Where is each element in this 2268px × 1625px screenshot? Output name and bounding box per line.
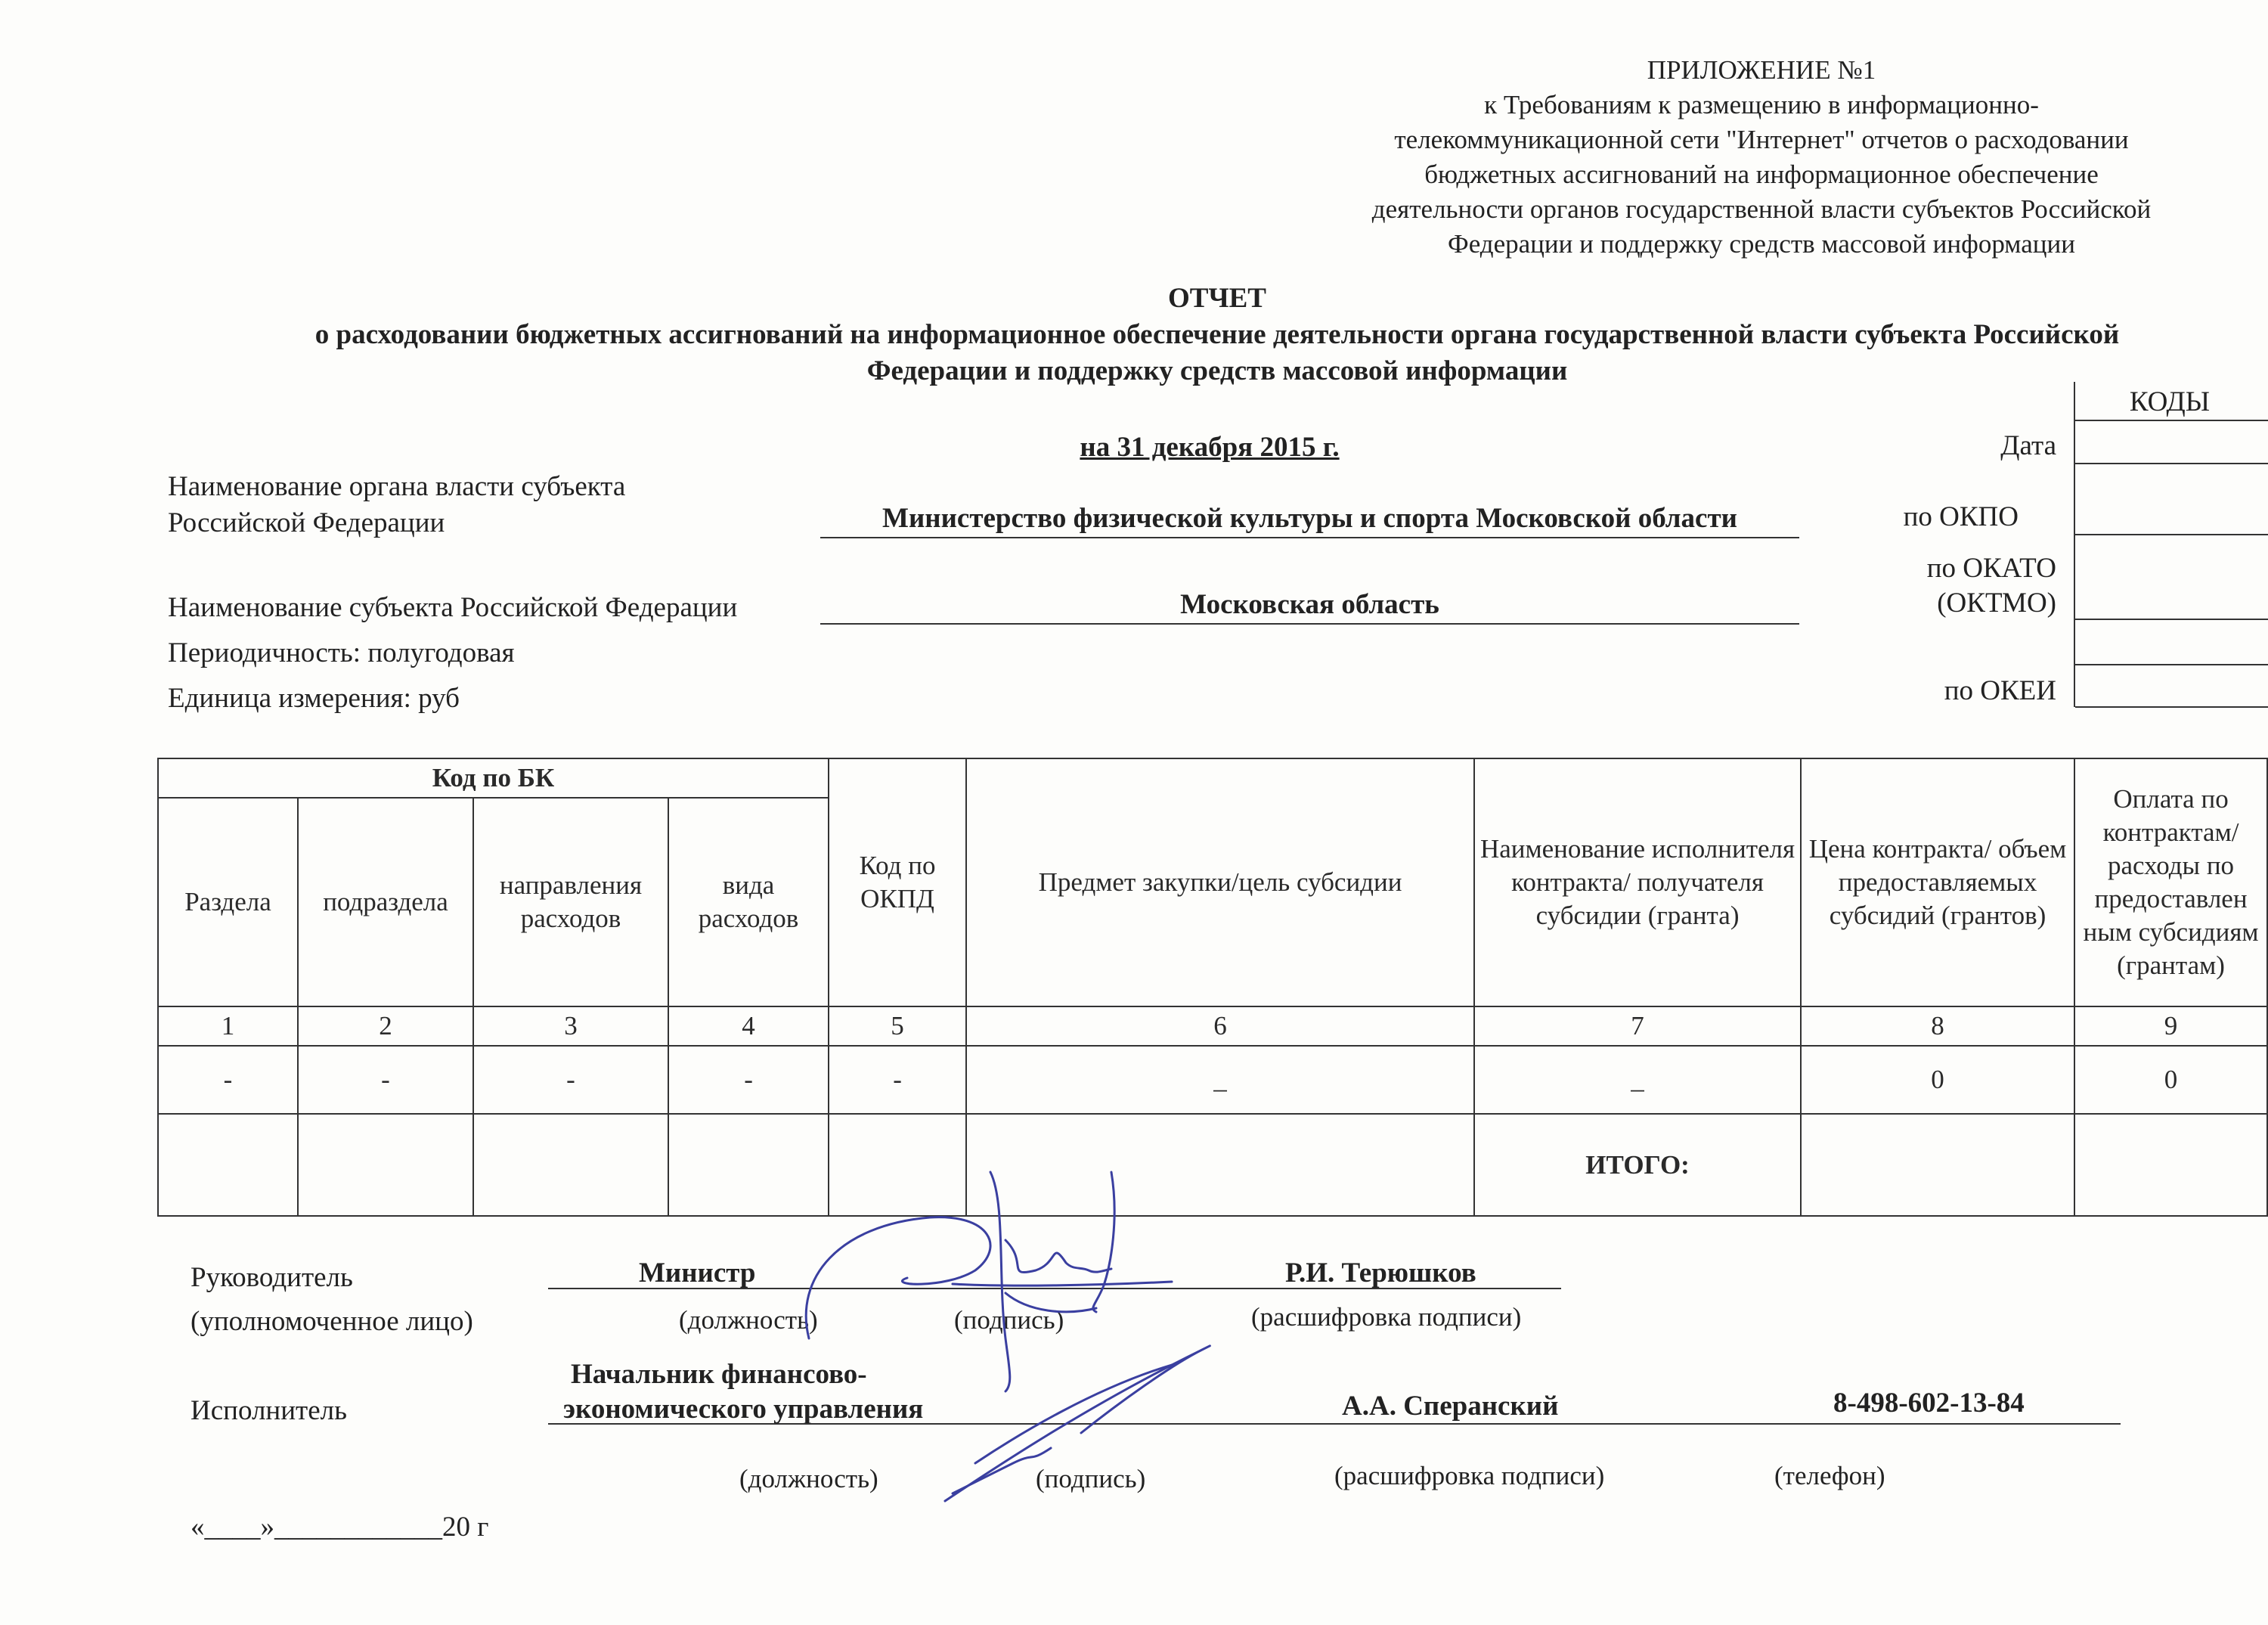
authority-value: Министерство физической культуры и спорта Московской области [820, 502, 1799, 538]
codes-divider [2075, 664, 2268, 665]
column-number: 9 [2074, 1006, 2267, 1046]
table-cell: - [158, 1046, 298, 1114]
head-position: Министр [639, 1258, 756, 1289]
appendix-line: деятельности органов государственной власти субъектов Российской [1371, 194, 2152, 224]
total-cell [473, 1114, 668, 1216]
executor-name: А.А. Сперанский [1342, 1391, 1559, 1422]
table-cell: - [668, 1046, 829, 1114]
total-cell [2074, 1114, 2267, 1216]
authority-label [168, 469, 625, 541]
authority-label-line1: Наименование органа власти субъекта [168, 471, 626, 502]
codes-header: КОДЫ [2129, 386, 2211, 417]
table-header: подраздела [298, 798, 473, 1006]
report-subtitle-line2: Федерации и поддержку средств массовой информации [866, 355, 1568, 386]
table-header: направления расходов [473, 798, 668, 1006]
table-header: Предмет закупки/цель субсидии [966, 758, 1474, 1006]
code-label-date: Дата [2000, 430, 2056, 461]
table-cell: - [829, 1046, 966, 1114]
code-label-oktmo: (ОКТМО) [1937, 588, 2056, 619]
table-header: Наименование исполнителя контракта/ получателя субсидии (гранта) [1474, 758, 1801, 1006]
caption-phone: (телефон) [1774, 1461, 1885, 1490]
table-cell: _ [966, 1046, 1474, 1114]
unit-of-measure: Единица измерения: руб [168, 683, 460, 714]
code-label-okpo: по ОКПО [1903, 501, 2019, 532]
total-label: ИТОГО: [1474, 1114, 1801, 1216]
table-cell: - [473, 1046, 668, 1114]
column-number: 6 [966, 1006, 1474, 1046]
codes-box-left-border [2074, 382, 2075, 707]
column-number: 3 [473, 1006, 668, 1046]
codes-divider [2075, 534, 2268, 535]
executor-position-line2: экономического управления [563, 1394, 924, 1425]
table-cell: 0 [1801, 1046, 2074, 1114]
codes-divider [2075, 463, 2268, 464]
table-header: Оплата по контрактам/ расходы по предоставлен ным субсидиям (грантам) [2074, 758, 2267, 1006]
caption-decoding: (расшифровка подписи) [1251, 1302, 1522, 1332]
executor-label: Исполнитель [191, 1395, 347, 1426]
table-header: Цена контракта/ объем предоставляемых субсидий (грантов) [1801, 758, 2074, 1006]
table-cell: - [298, 1046, 473, 1114]
table-cell: 0 [2074, 1046, 2267, 1114]
subject-label: Наименование субъекта Российской Федерации [168, 592, 738, 623]
table-header: Код по ОКПД [829, 758, 966, 1006]
date-placeholder: «____»____________20 г [191, 1512, 489, 1543]
table-header: Раздела [158, 798, 298, 1006]
appendix-block [1270, 53, 2253, 262]
codes-divider [2075, 619, 2268, 620]
executor-sign-line [548, 1423, 2121, 1425]
executor-phone: 8-498-602-13-84 [1833, 1388, 2025, 1419]
subject-value: Московская область [820, 588, 1799, 625]
report-table [157, 758, 2268, 1217]
appendix-line: Федерации и поддержку средств массовой информации [1448, 229, 2075, 259]
executor-position-line1: Начальник финансово- [571, 1359, 867, 1390]
appendix-title: ПРИЛОЖЕНИЕ №1 [1647, 55, 1876, 85]
report-subtitle-line1: о расходовании бюджетных ассигнований на информационное обеспечение деятельности органа государственной власти субъекта Российской [314, 319, 2120, 350]
caption-position: (должность) [679, 1305, 818, 1335]
periodicity: Периодичность: полугодовая [168, 637, 515, 668]
column-number: 4 [668, 1006, 829, 1046]
executor-signature-icon [930, 1320, 1232, 1516]
report-title: ОТЧЕТ [1168, 283, 1266, 314]
codes-divider [2075, 420, 2268, 421]
column-number: 1 [158, 1006, 298, 1046]
appendix-line: к Требованиям к размещению в информационно- [1484, 90, 2039, 119]
column-number: 2 [298, 1006, 473, 1046]
caption-decoding: (расшифровка подписи) [1334, 1461, 1605, 1490]
head-label-sub: (уполномоченное лицо) [191, 1306, 473, 1337]
table-header: вида расходов [668, 798, 829, 1006]
total-cell [158, 1114, 298, 1216]
caption-position: (должность) [739, 1464, 878, 1493]
column-number: 7 [1474, 1006, 1801, 1046]
authority-label-line2: Российской Федерации [168, 507, 445, 538]
table-cell: _ [1474, 1046, 1801, 1114]
caption-signature: (подпись) [954, 1305, 1064, 1335]
code-label-okei: по ОКЕИ [1944, 675, 2056, 706]
caption-signature: (подпись) [1036, 1464, 1146, 1493]
total-cell [1801, 1114, 2074, 1216]
total-cell [298, 1114, 473, 1216]
appendix-line: телекоммуникационной сети "Интернет" отчетов о расходовании [1394, 125, 2129, 154]
table-group-header: Код по БК [158, 758, 829, 798]
head-name: Р.И. Терюшков [1285, 1258, 1476, 1289]
appendix-line: бюджетных ассигнований на информационное обеспечение [1424, 160, 2099, 189]
head-label: Руководитель [191, 1262, 353, 1293]
column-number: 8 [1801, 1006, 2074, 1046]
codes-divider [2075, 706, 2268, 708]
code-label-okato: по ОКАТО [1926, 553, 2056, 584]
column-number: 5 [829, 1006, 966, 1046]
report-date: на 31 декабря 2015 г. [1080, 432, 1340, 463]
